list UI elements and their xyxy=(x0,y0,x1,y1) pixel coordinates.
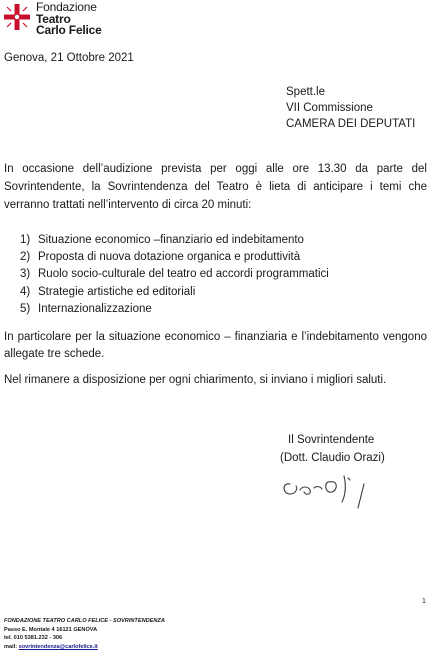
list-item xyxy=(4,249,329,266)
attachments-paragraph: In particolare per la situazione economico – finanziaria e l’indebitamento vengono allegate tre schede. xyxy=(4,331,427,360)
list-item-number: 5) xyxy=(20,302,31,315)
theater-logo xyxy=(2,2,32,32)
list-item-number: 4) xyxy=(20,285,31,298)
list-item-text: Internazionalizzazione xyxy=(38,302,152,315)
footer-email-link[interactable]: sovrintendenza@carlofelice.it xyxy=(18,643,98,650)
page-number: 1 xyxy=(422,598,426,605)
recipient-line2: VII Commissione xyxy=(286,102,373,114)
footer-line3: tel. 010 5381.232 - 306 xyxy=(4,635,63,641)
footer-line2: Passo E. Montale 4 16121 GENOVA xyxy=(4,626,98,633)
list-item xyxy=(4,266,329,283)
list-item-text: Situazione economico –finanziario ed indebitamento xyxy=(38,234,304,246)
recipient-address xyxy=(286,84,415,132)
org-line3: Carlo Felice xyxy=(36,23,102,37)
letter-date: Genova, 21 Ottobre 2021 xyxy=(4,52,134,64)
list-item-number: 2) xyxy=(20,251,31,264)
list-item xyxy=(4,232,329,249)
org-line2: Teatro xyxy=(36,11,71,26)
footer-mail-row xyxy=(4,643,165,652)
list-item-number: 1) xyxy=(20,234,31,246)
org-line1: Fondazione xyxy=(36,0,97,14)
list-item-text: Proposta di nuova dotazione organica e produttività xyxy=(38,251,301,264)
handwritten-signature xyxy=(276,464,396,512)
footer-line1: FONDAZIONE TEATRO CARLO FELICE - SOVRINTENDENZA xyxy=(4,618,165,624)
intro-paragraph: In occasione dell’audizione prevista per oggi alle ore 13.30 da parte del Sovrintendente, la Sovrintendenza del Teatro è lieta di anticipare i temi che verranno trattati nell’intervento di circa 20 minuti: xyxy=(4,163,427,211)
signatory-title: Il Sovrintendente xyxy=(288,434,375,446)
footer xyxy=(4,617,165,651)
organization-name xyxy=(36,2,102,37)
signatory-name: (Dott. Claudio Orazi) xyxy=(280,452,385,464)
list-item-number: 3) xyxy=(20,268,31,281)
list-item-text: Ruolo socio-culturale del teatro ed accordi programmatici xyxy=(38,268,329,281)
list-item-text: Strategie artistiche ed editoriali xyxy=(38,285,196,298)
recipient-line3: CAMERA DEI DEPUTATI xyxy=(286,118,416,130)
list-item xyxy=(4,301,329,318)
recipient-line1: Spett.le xyxy=(286,86,325,98)
closing-paragraph: Nel rimanere a disposizione per ogni chiarimento, si inviano i migliori saluti. xyxy=(4,374,387,386)
topics-list xyxy=(4,232,329,318)
footer-mail-label: mail: xyxy=(4,643,19,650)
list-item xyxy=(4,284,329,301)
